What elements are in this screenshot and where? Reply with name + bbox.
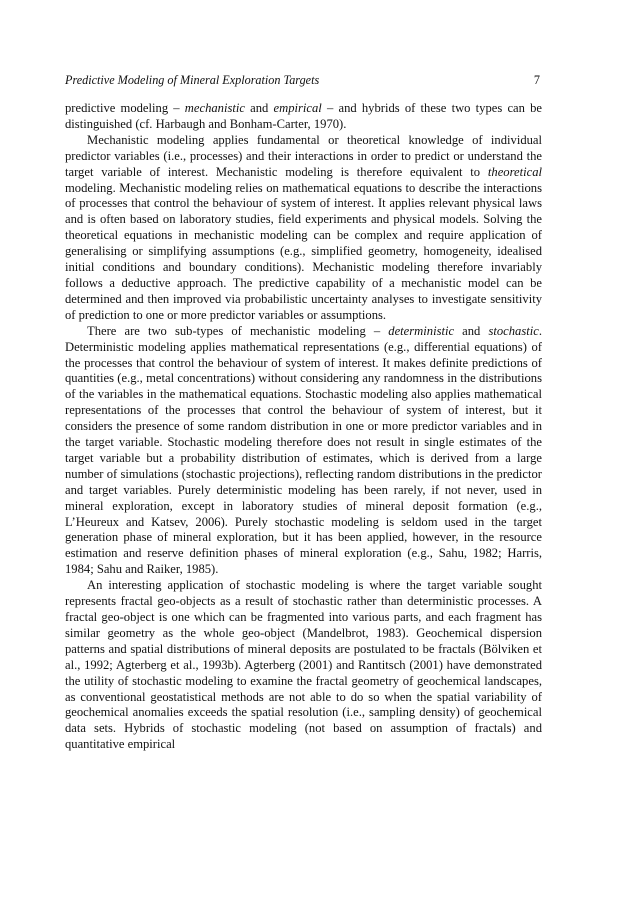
- paragraph-text: predictive modeling –: [65, 101, 185, 115]
- paragraph-text: Mechanistic modeling applies fundamental or theoretical knowledge of individual predictor variables (i.e., processes) and their interactions in order to predict or understand the target variable of interest. Mechanistic modeling is therefore equivalent to: [65, 132, 542, 179]
- running-title: Predictive Modeling of Mineral Exploration Targets: [65, 73, 320, 87]
- paragraph-text: . Deterministic modeling applies mathematical representations (e.g., differential equations) of the processes that control the behaviour of system of interest. It makes definite predictions of quantities (e.g., metal concentrations) without considering any randomness in the distributions of the variables in the mathematical equations. Stochastic modeling also applies mathematical representations of the processes that control the behaviour of system of interest, but it considers the presence of some random distribution in one or more predictor variables and in the target variable. Stochastic modeling therefore does not result in single estimates of the target variable but a probability distribution of estimates, which is derived from a large number of simulations (stochastic projections), reflecting random distributions in the predictor and target variables. Purely deterministic modeling has been rarely, if not never, used in mineral exploration, except in laboratory studies of mineral deposit formation (e.g., L’Heureux and Katsev, 2006). Purely stochastic modeling is seldom used in the target generation phase of mineral exploration, but it has been applied, however, in the resource estimation and reserve definition phases of mineral exploration (e.g., Sahu, 1982; Harris, 1984; Sahu and Raiker, 1985).: [65, 323, 542, 577]
- paragraph-text: and: [244, 101, 274, 115]
- paragraph-text: modeling. Mechanistic modeling relies on mathematical equations to describe the interactions of processes that control the behaviour of system of interest. It applies relevant physical laws and is often based on laboratory studies, field experiments and physical models. Solving the theoretical equations in mechanistic modeling can be complex and require application of generalising or simplifying assumptions (e.g., simplified geometry, homogeneity, idealised initial conditions and boundary conditions). Mechanistic modeling therefore invariably follows a deductive approach. The predictive capability of a mechanistic model can be determined and then improved via probabilistic uncertainty analyses to investigate sensitivity of prediction to one or more predictor variables or assumptions.: [65, 180, 542, 322]
- paragraph: [65, 133, 542, 324]
- paragraph: [65, 324, 542, 579]
- paragraph: [65, 101, 542, 133]
- paragraph-text: There are two sub-types of mechanistic modeling –: [87, 323, 389, 338]
- italic-term: empirical: [273, 101, 322, 115]
- italic-term: theoretical: [487, 164, 542, 179]
- italic-term: stochastic: [488, 323, 539, 338]
- page: [65, 72, 542, 753]
- paragraph-text: – and hybrids of these two types can be distinguished (cf. Harbaugh and Bonham-Carter, 1970).: [65, 101, 542, 131]
- italic-term: deterministic: [388, 323, 455, 338]
- italic-term: mechanistic: [184, 101, 245, 115]
- body-text: [65, 101, 542, 753]
- paragraph: [65, 578, 542, 753]
- running-header: [65, 72, 542, 88]
- paragraph-text: and: [454, 323, 489, 338]
- paragraph-text: An interesting application of stochastic modeling is where the target variable sought represents fractal geo-objects as a result of stochastic rather than deterministic processes. A fractal geo-object is one which can be fragmented into various parts, and each fragment has similar geometry as the whole geo-object (Mandelbrot, 1983). Geochemical dispersion patterns and spatial distributions of mineral deposits are postulated to be fractals (Bölviken et al., 1992; Agterberg et al., 1993b). Agterberg (2001) and Rantitsch (2001) have demonstrated the utility of stochastic modeling to examine the fractal geometry of geochemical landscapes, as conventional geostatistical methods are not able to do so when the spatial variability of geochemical anomalies exceeds the spatial resolution (i.e., sampling density) of geochemical data sets. Hybrids of stochastic modeling (not based on assumption of fractals) and quantitative empirical: [65, 578, 542, 752]
- page-number: 7: [533, 73, 540, 87]
